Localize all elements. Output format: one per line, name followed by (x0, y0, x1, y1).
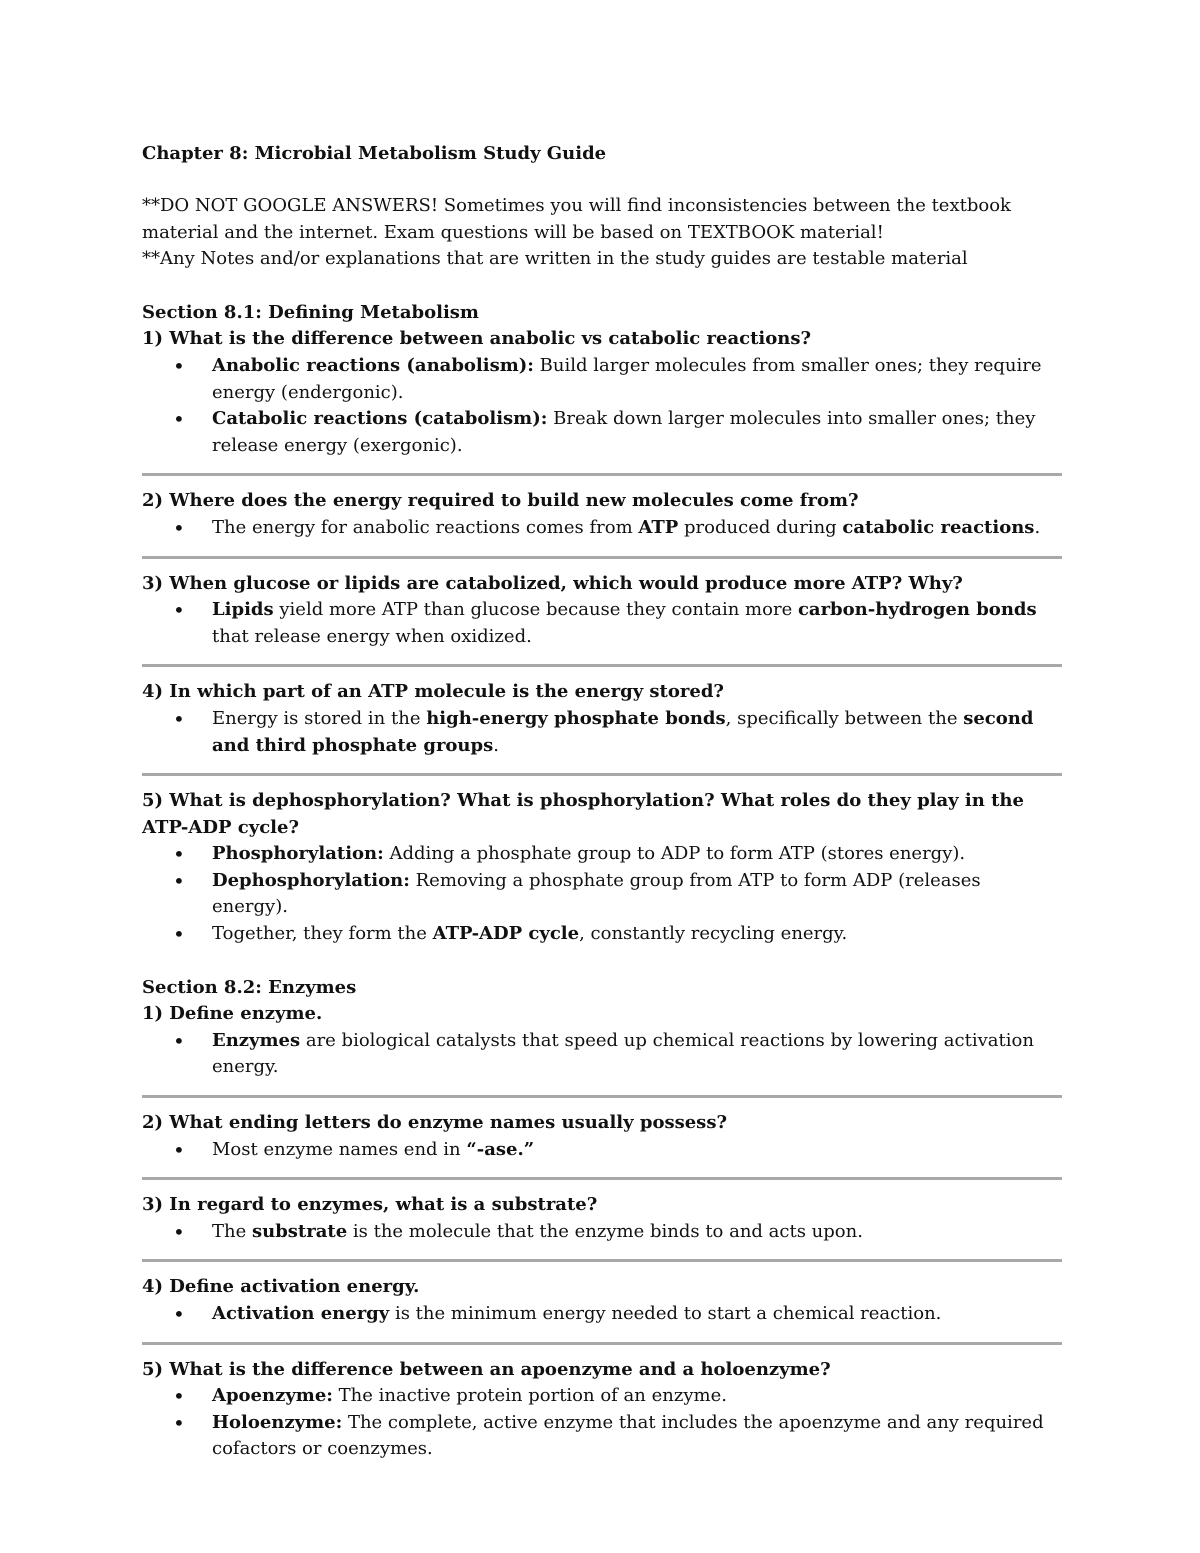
answer-list (142, 706, 1060, 759)
answer-bullet: • Together, they form the ATP-ADP cycle, constantly recycling energy. (142, 921, 1060, 948)
question-block (142, 788, 1060, 948)
answer-list (142, 1028, 1060, 1081)
answer-bullet: • Enzymes are biological catalysts that speed up chemical reactions by lowering activation energy. (142, 1028, 1060, 1081)
question-block (142, 679, 1060, 759)
answer-list (142, 597, 1060, 650)
answer-bullet: • Energy is stored in the high-energy phosphate bonds, specifically between the second and third phosphate groups. (142, 706, 1060, 759)
divider (142, 664, 1062, 667)
answer-list (142, 1219, 1060, 1246)
answer-bullet: • Lipids yield more ATP than glucose because they contain more carbon-hydrogen bonds that release energy when oxidized. (142, 597, 1060, 650)
answer-bullet: • Phosphorylation: Adding a phosphate group to ADP to form ATP (stores energy). (142, 841, 1060, 868)
answer-bullet: • Dephosphorylation: Removing a phosphate group from ATP to form ADP (releases energy). (142, 868, 1060, 921)
page-title: Chapter 8: Microbial Metabolism Study Guide (142, 143, 607, 164)
question-text: 1) What is the difference between anabolic vs catabolic reactions? (142, 328, 812, 350)
question-text: 5) What is the difference between an apoenzyme and a holoenzyme? (142, 1358, 831, 1380)
answer-list (142, 1383, 1060, 1463)
section-heading: Section 8.1: Defining Metabolism (142, 301, 479, 323)
answer-list (142, 1301, 1060, 1328)
divider (142, 556, 1062, 559)
answer-list (142, 515, 1060, 542)
answer-bullet: • Anabolic reactions (anabolism): Build larger molecules from smaller ones; they require energy (endergonic). (142, 353, 1060, 406)
question-block (142, 1192, 1060, 1245)
divider (142, 1259, 1062, 1262)
answer-bullet: • Apoenzyme: The inactive protein portion of an enzyme. (142, 1383, 1060, 1410)
answer-list (142, 1137, 1060, 1164)
answer-bullet: • Most enzyme names end in “-ase.” (142, 1137, 1060, 1164)
question-text: 3) When glucose or lipids are catabolized, which would produce more ATP? Why? (142, 572, 963, 594)
question-block (142, 571, 1060, 651)
warning-note: **DO NOT GOOGLE ANSWERS! Sometimes you will find inconsistencies between the textbook material and the internet. Exam questions will be based on TEXTBOOK material! (142, 195, 1011, 243)
answer-bullet: • Activation energy is the minimum energy needed to start a chemical reaction. (142, 1301, 1060, 1328)
answer-bullet: • The energy for anabolic reactions comes from ATP produced during catabolic reactions. (142, 515, 1060, 542)
question-block (142, 488, 1060, 541)
question-block (142, 1357, 1060, 1463)
question-text: 3) In regard to enzymes, what is a substrate? (142, 1194, 598, 1216)
answer-bullet: • Holoenzyme: The complete, active enzyme that includes the apoenzyme and any required cofactors or coenzymes. (142, 1410, 1060, 1463)
question-text: 1) Define enzyme. (142, 1003, 323, 1025)
answer-bullet: • The substrate is the molecule that the enzyme binds to and acts upon. (142, 1219, 1060, 1246)
question-text: 5) What is dephosphorylation? What is phosphorylation? What roles do they play in the ATP-ADP cycle? (142, 790, 1024, 838)
divider (142, 1177, 1062, 1180)
divider (142, 1342, 1062, 1345)
divider (142, 1095, 1062, 1098)
testable-note: **Any Notes and/or explanations that are written in the study guides are testable material (142, 248, 968, 270)
divider (142, 473, 1062, 476)
divider (142, 773, 1062, 776)
question-text: 2) Where does the energy required to build new molecules come from? (142, 490, 859, 512)
question-text: 2) What ending letters do enzyme names usually possess? (142, 1112, 727, 1134)
question-block (142, 1110, 1060, 1163)
section-heading: Section 8.2: Enzymes (142, 976, 357, 998)
answer-bullet: • Catabolic reactions (catabolism): Break down larger molecules into smaller ones; they release energy (exergonic). (142, 406, 1060, 459)
answer-list (142, 353, 1060, 459)
question-text: 4) Define activation energy. (142, 1276, 420, 1298)
question-block (142, 1001, 1060, 1081)
question-text: 4) In which part of an ATP molecule is the energy stored? (142, 681, 724, 703)
answer-list (142, 841, 1060, 947)
question-block (142, 326, 1060, 459)
question-block (142, 1274, 1060, 1327)
